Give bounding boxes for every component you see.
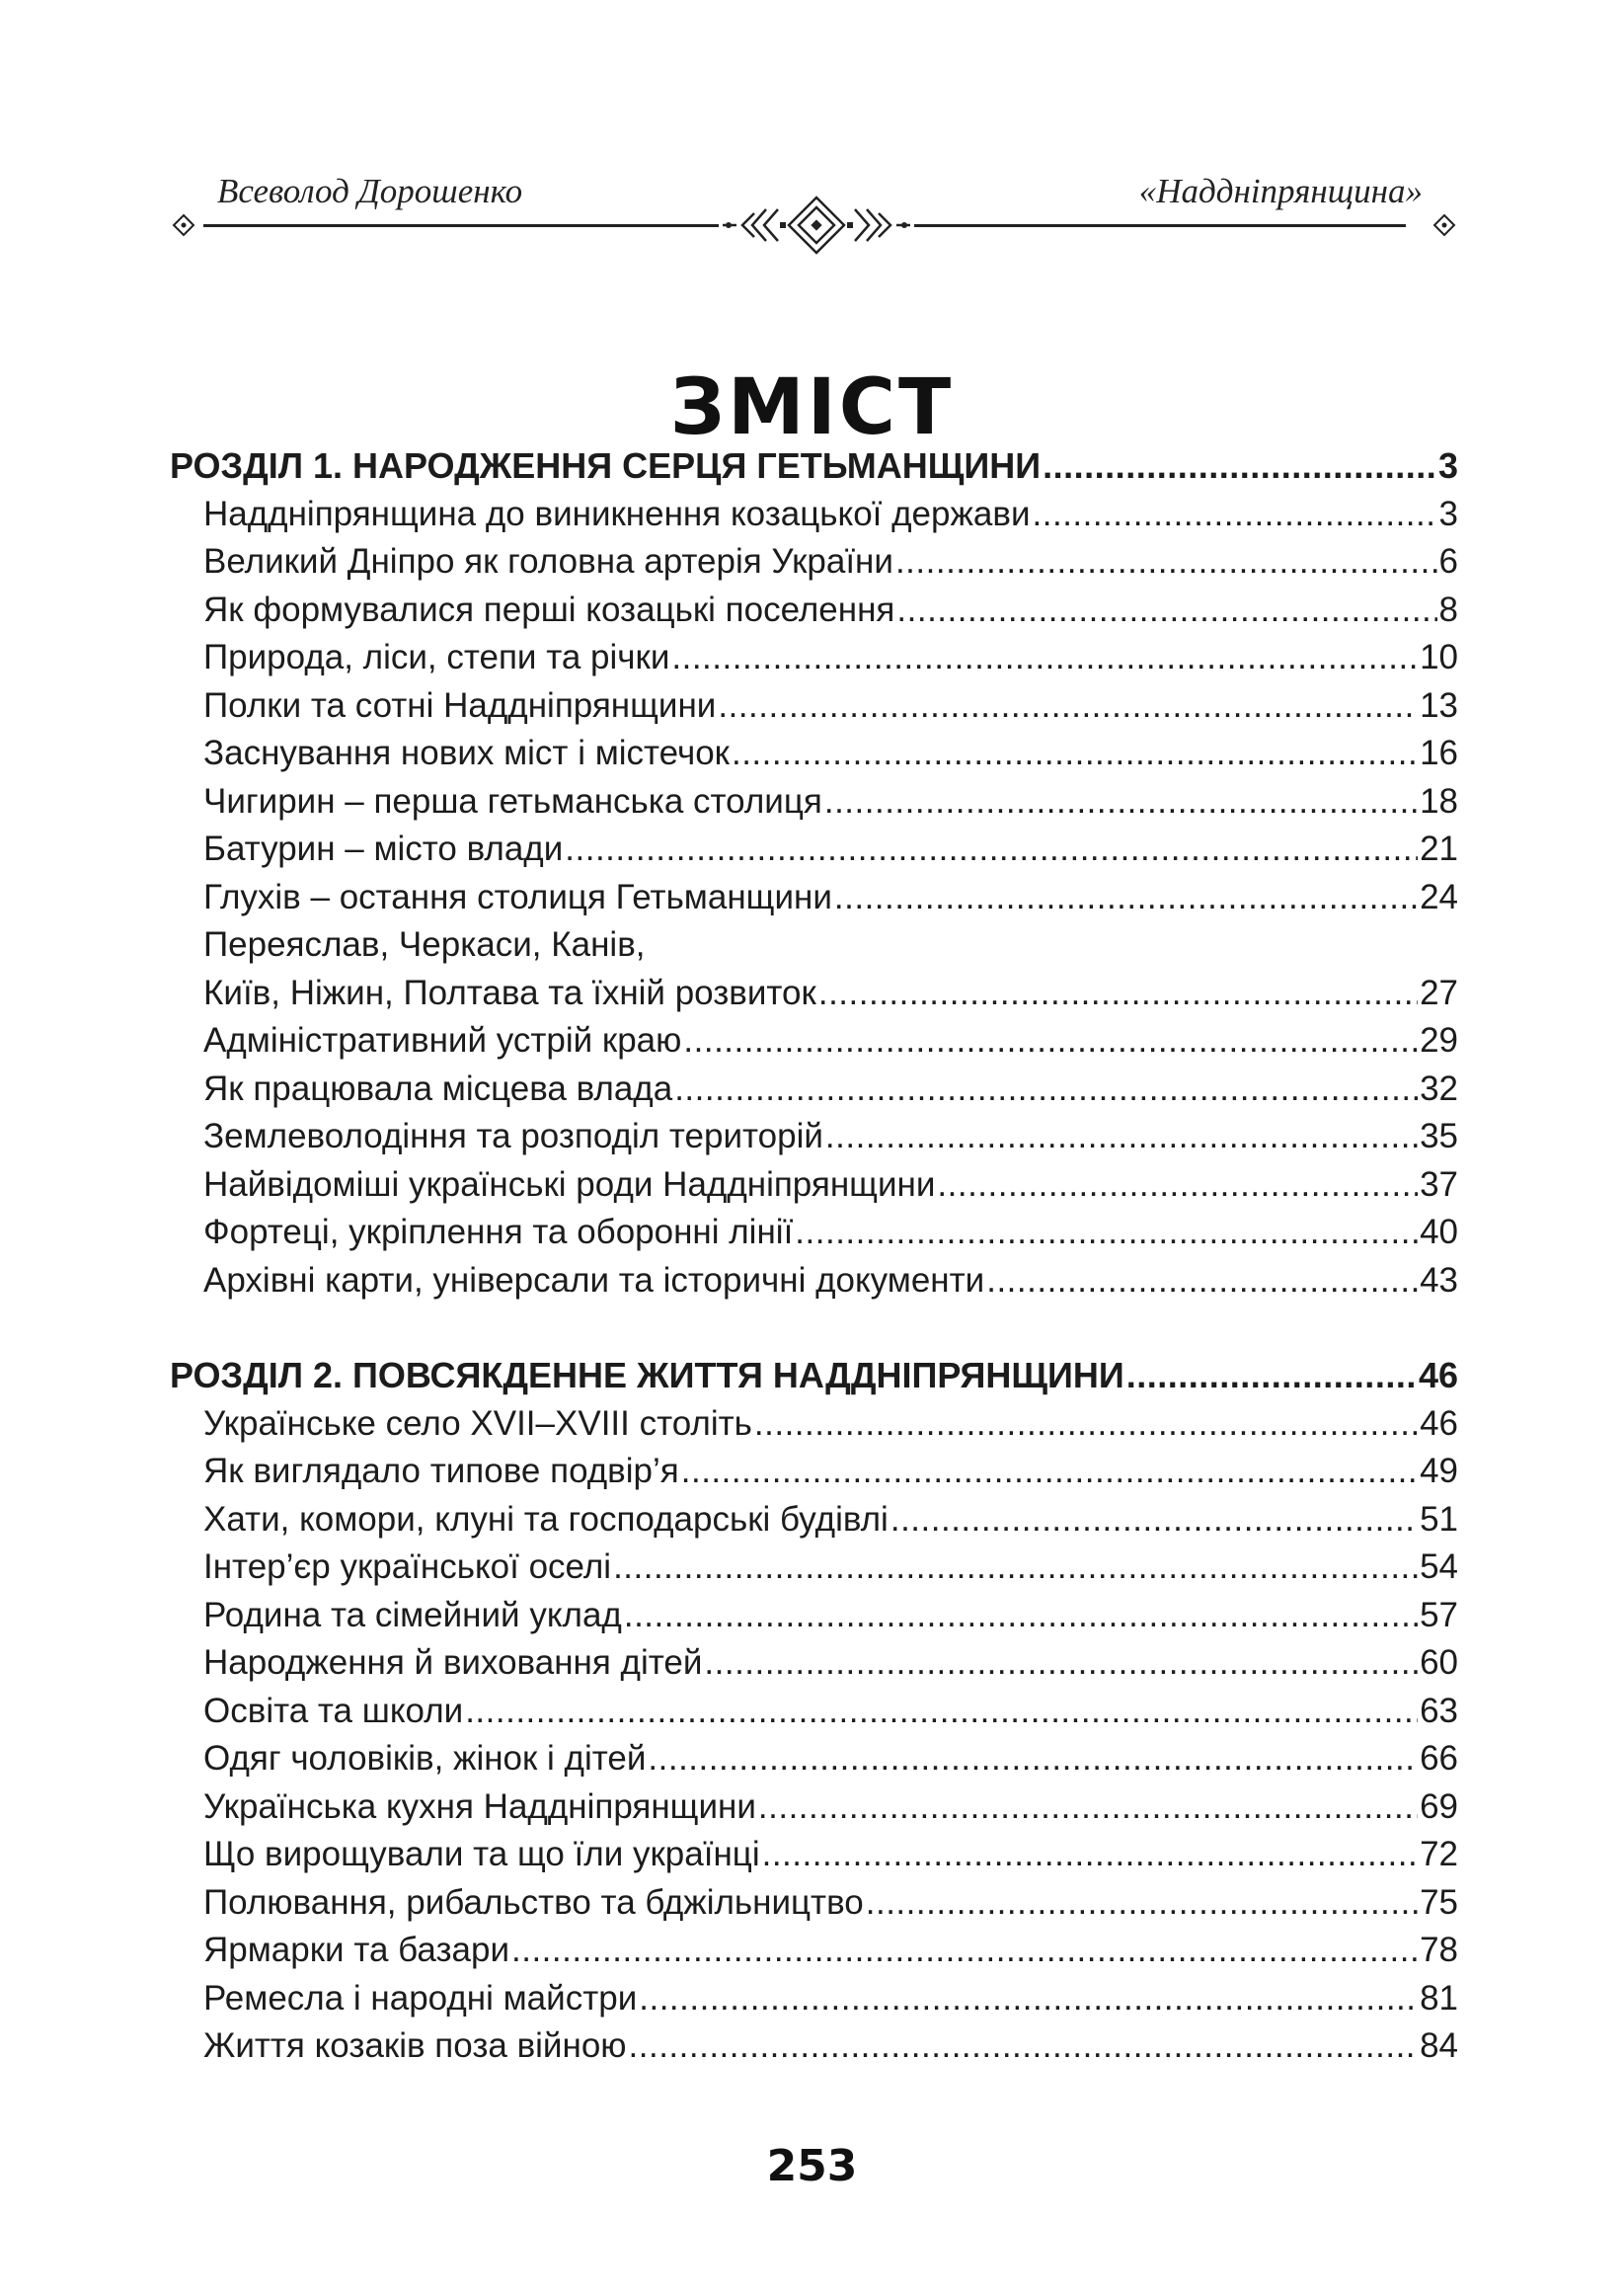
- toc-entry-text: Народження й виховання дітей: [203, 1643, 703, 1682]
- leader-dots: [704, 1639, 1418, 1688]
- toc-entry: [170, 1209, 1458, 1257]
- toc-entry: [170, 1879, 1458, 1928]
- toc-page-number: 46: [1418, 1355, 1458, 1395]
- leader-dots: [565, 826, 1418, 874]
- toc-entry: [170, 1113, 1458, 1161]
- toc-entry-text: Що вирощували та що їли українці: [203, 1835, 760, 1873]
- leader-dots: [511, 1927, 1418, 1975]
- leader-dots: [758, 1783, 1418, 1832]
- toc-entry: [170, 1639, 1458, 1688]
- rule-end-ornament-icon: [170, 211, 197, 239]
- toc-entry-text: Як виглядало типове подвір’я: [203, 1452, 679, 1490]
- toc-page-number: 60: [1420, 1643, 1458, 1682]
- toc-entry-text: Інтер’єр української оселі: [203, 1547, 612, 1586]
- toc-entry: [170, 1831, 1458, 1879]
- toc-entry-text: Землеволодіння та розподіл територій: [203, 1117, 823, 1155]
- toc-section-heading: [170, 1352, 1458, 1400]
- table-of-contents: [170, 442, 1458, 2071]
- toc-entry-text: Одяг чоловіків, жінок і дітей: [203, 1739, 647, 1778]
- toc-entry-text: Родина та сімейний уклад: [203, 1595, 622, 1634]
- toc-page-number: 27: [1420, 973, 1458, 1012]
- toc-page-number: 3: [1437, 445, 1458, 486]
- toc-entry: [170, 778, 1458, 827]
- toc-page-number: 49: [1420, 1452, 1458, 1490]
- toc-page-number: 29: [1420, 1021, 1458, 1060]
- toc-page-number: 10: [1420, 638, 1458, 676]
- running-head-author: Всеволод Дорошенко: [217, 172, 523, 210]
- toc-page-number: 37: [1420, 1164, 1458, 1204]
- leader-dots: [683, 1017, 1418, 1066]
- toc-entry-text: Глухів – остання столиця Гетьманщини: [203, 877, 832, 916]
- leader-dots: [624, 1592, 1418, 1640]
- toc-entry: [170, 1496, 1458, 1544]
- toc-entry-text: Українське село XVII–XVIII століть: [203, 1403, 752, 1443]
- toc-page-number: 66: [1420, 1739, 1458, 1778]
- leader-dots: [825, 1113, 1418, 1161]
- toc-entry-text: Фортеці, укріплення та оборонні лінії: [203, 1213, 794, 1251]
- toc-entry: [170, 634, 1458, 682]
- leader-dots: [834, 874, 1418, 922]
- toc-entry: [170, 1066, 1458, 1114]
- toc-heading-text: РОЗДІЛ 1. НАРОДЖЕННЯ СЕРЦЯ ГЕТЬМАНЩИНИ: [170, 445, 1042, 486]
- toc-entry: [170, 826, 1458, 874]
- toc-page-number: 78: [1420, 1931, 1458, 1969]
- toc-page-number: 6: [1438, 542, 1458, 581]
- toc-entry-text: Життя козаків поза війною: [203, 2026, 627, 2065]
- toc-page-number: 46: [1420, 1403, 1458, 1443]
- toc-heading-text: РОЗДІЛ 2. ПОВСЯКДЕННЕ ЖИТТЯ НАДДНІПРЯНЩИНИ: [170, 1355, 1124, 1395]
- toc-entry-text: Полювання, рибальство та бджільництво: [203, 1882, 864, 1922]
- leader-dots: [629, 2022, 1419, 2071]
- leader-dots: [648, 1735, 1418, 1783]
- leader-dots: [986, 1257, 1418, 1306]
- running-head-rule-left: [203, 224, 719, 227]
- running-head-book-title: «Наддніпрянщина»: [1138, 172, 1423, 210]
- toc-page-number: 35: [1420, 1117, 1458, 1155]
- leader-dots: [754, 1400, 1418, 1449]
- toc-entry: [170, 2022, 1458, 2071]
- leader-dots: [639, 1975, 1418, 2023]
- toc-page-number: 51: [1420, 1499, 1458, 1539]
- toc-page-number: 13: [1420, 685, 1458, 725]
- leader-dots: [824, 778, 1418, 827]
- toc-page-number: 84: [1420, 2026, 1458, 2065]
- toc-entry: [170, 970, 1458, 1018]
- toc-page-number: 16: [1420, 734, 1458, 772]
- leader-dots: [1043, 442, 1436, 491]
- leader-dots: [1126, 1352, 1417, 1400]
- toc-entry-text: Чигирин – перша гетьманська столиця: [203, 781, 822, 821]
- leader-dots: [890, 1496, 1418, 1544]
- toc-page-number: 43: [1420, 1260, 1458, 1300]
- leader-dots: [895, 538, 1437, 587]
- toc-entry: [170, 682, 1458, 731]
- toc-section-2: [170, 1352, 1458, 2071]
- toc-entry: [170, 1783, 1458, 1832]
- toc-entry-text: Наддніпрянщина до виникнення козацької держави: [203, 494, 1031, 533]
- toc-entry-text: Найвідоміші українські роди Наддніпрянщини: [203, 1164, 936, 1204]
- toc-entry: [170, 1688, 1458, 1736]
- toc-entry: [170, 1544, 1458, 1592]
- toc-section-1: [170, 442, 1458, 1305]
- toc-entry-first-line: [170, 921, 1458, 970]
- rule-end-ornament-icon: [1431, 211, 1458, 239]
- toc-section-heading: [170, 442, 1458, 491]
- toc-entry-text: Полки та сотні Наддніпрянщини: [203, 685, 717, 725]
- toc-page-number: 18: [1420, 781, 1458, 821]
- leader-dots: [671, 634, 1418, 682]
- toc-page-number: 81: [1420, 1978, 1458, 2018]
- toc-entry: [170, 874, 1458, 922]
- leader-dots: [795, 1209, 1418, 1257]
- toc-page-number: 75: [1420, 1882, 1458, 1922]
- toc-entry-text: Як формувалися перші козацькі поселення: [203, 590, 895, 629]
- toc-entry-text: Освіта та школи: [203, 1691, 464, 1730]
- toc-entry-text: Як працювала місцева влада: [203, 1069, 673, 1108]
- toc-entry-text: Великий Дніпро як головна артерія України: [203, 542, 893, 581]
- toc-page-number: 69: [1420, 1786, 1458, 1826]
- toc-page-number: 72: [1420, 1835, 1458, 1873]
- toc-entry: [170, 1017, 1458, 1066]
- toc-page-number: 24: [1420, 877, 1458, 916]
- toc-page-number: 54: [1420, 1547, 1458, 1586]
- leader-dots: [866, 1879, 1418, 1928]
- leader-dots: [896, 587, 1436, 635]
- page-title: ЗМІСТ: [669, 363, 955, 453]
- toc-entry: [170, 538, 1458, 587]
- toc-entry: [170, 1448, 1458, 1496]
- leader-dots: [674, 1066, 1418, 1114]
- toc-entry-text: Хати, комори, клуні та господарські будівлі: [203, 1499, 889, 1539]
- toc-entry: [170, 1161, 1458, 1210]
- toc-entry-text: Київ, Ніжин, Полтава та їхній розвиток: [203, 973, 816, 1012]
- running-head-rule-right: [914, 224, 1406, 227]
- toc-entry-text: Природа, ліси, степи та річки: [203, 638, 670, 676]
- toc-page-number: 21: [1420, 830, 1458, 868]
- toc-entry: [170, 1975, 1458, 2023]
- leader-dots: [1033, 491, 1437, 539]
- toc-entry: [170, 1592, 1458, 1640]
- toc-entry-text: Адміністративний устрій краю: [203, 1021, 682, 1060]
- leader-dots: [937, 1161, 1418, 1210]
- toc-entry-text: Архівні карти, універсали та історичні документи: [203, 1260, 985, 1300]
- toc-entry: [170, 587, 1458, 635]
- toc-entry-text: Ярмарки та базари: [203, 1931, 509, 1969]
- running-head: [170, 160, 1458, 259]
- toc-entry-text: Ремесла і народні майстри: [203, 1978, 638, 2018]
- page-number: 253: [766, 2141, 858, 2191]
- leader-dots: [681, 1448, 1418, 1496]
- toc-page-number: 3: [1438, 494, 1458, 533]
- toc-page-number: 63: [1420, 1691, 1458, 1730]
- leader-dots: [718, 682, 1418, 731]
- toc-entry-text: Заснування нових міст і містечок: [203, 734, 730, 772]
- leader-dots: [762, 1831, 1418, 1879]
- toc-entry-text: Українська кухня Наддніпрянщини: [203, 1786, 756, 1826]
- leader-dots: [465, 1688, 1418, 1736]
- leader-dots: [732, 730, 1418, 778]
- toc-page-number: 32: [1420, 1069, 1458, 1108]
- toc-page-number: 40: [1420, 1213, 1458, 1251]
- toc-entry: [170, 1927, 1458, 1975]
- toc-entry-text: Переяслав, Черкаси, Канів,: [203, 925, 646, 964]
- folk-embroidery-ornament-icon: [719, 194, 914, 257]
- toc-page-number: 57: [1420, 1595, 1458, 1634]
- toc-entry: [170, 730, 1458, 778]
- toc-entry: [170, 1257, 1458, 1306]
- leader-dots: [818, 970, 1418, 1018]
- toc-page-number: 8: [1438, 590, 1458, 629]
- leader-dots: [613, 1544, 1418, 1592]
- toc-entry-text: Батурин – місто влади: [203, 830, 564, 868]
- toc-entry: [170, 1735, 1458, 1783]
- toc-entry: [170, 1400, 1458, 1449]
- toc-entry: [170, 491, 1458, 539]
